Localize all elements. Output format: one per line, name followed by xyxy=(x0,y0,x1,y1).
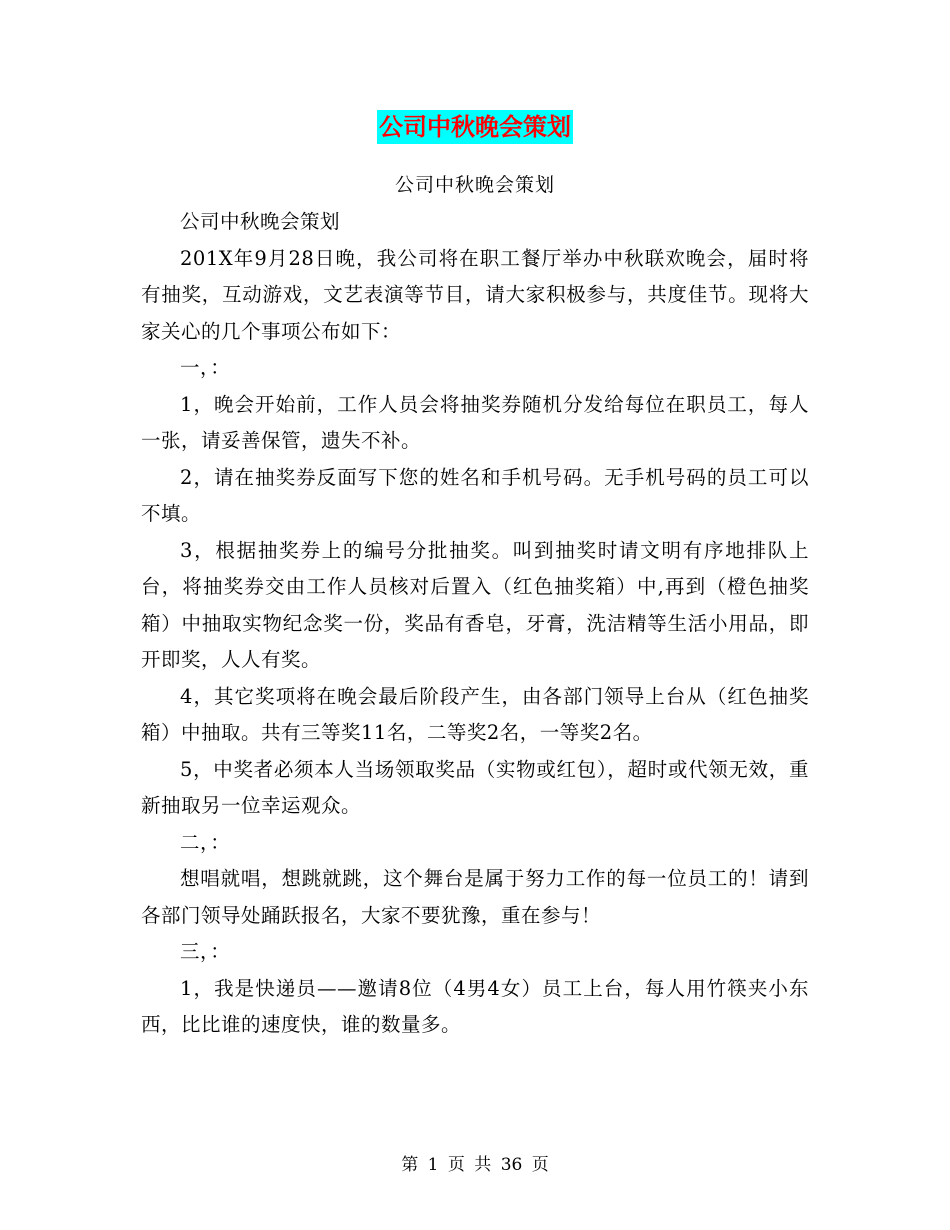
paragraph: 201X年9月28日晚，我公司将在职工餐厅举办中秋联欢晚会，届时将有抽奖，互动游戏，文艺表演等节目，请大家积极参与，共度佳节。现将大家关心的几个事项公布如下： xyxy=(141,246,809,343)
paragraph: 1，我是快递员——邀请8位（4男4女）员工上台，每人用竹筷夹小东西，比比谁的速度快，谁的数量多。 xyxy=(141,976,809,1036)
page-number-footer: 第 1 页 共 36 页 xyxy=(401,1155,549,1175)
document-title-container xyxy=(0,110,950,144)
paragraph: 公司中秋晚会策划 xyxy=(180,210,341,233)
section-heading: 一，： xyxy=(180,356,231,379)
document-title: 公司中秋晚会策划 xyxy=(377,110,573,144)
paragraph: 2，请在抽奖券反面写下您的姓名和手机号码。无手机号码的员工可以不填。 xyxy=(141,465,809,525)
paragraph: 3，根据抽奖券上的编号分批抽奖。叫到抽奖时请文明有序地排队上台，将抽奖券交由工作人员核对后置入（红色抽奖箱）中,再到（橙色抽奖箱）中抽取实物纪念奖一份，奖品有香皂，牙膏，洗洁精等生活小用品，即开即奖，人人有奖。 xyxy=(141,538,809,671)
paragraph: 5，中奖者必须本人当场领取奖品（实物或红包），超时或代领无效，重新抽取另一位幸运观众。 xyxy=(141,757,809,817)
section-heading: 三，： xyxy=(180,940,231,963)
paragraph: 1，晚会开始前，工作人员会将抽奖券随机分发给每位在职员工，每人一张，请妥善保管，遗失不补。 xyxy=(141,392,809,452)
paragraph: 想唱就唱，想跳就跳，这个舞台是属于努力工作的每一位员工的！请到各部门领导处踊跃报名，大家不要犹豫，重在参与！ xyxy=(141,867,809,927)
section-heading: 二，： xyxy=(180,830,231,854)
paragraph: 4，其它奖项将在晚会最后阶段产生，由各部门领导上台从（红色抽奖箱）中抽取。共有三等奖11名，二等奖2名，一等奖2名。 xyxy=(141,684,809,744)
document-subtitle: 公司中秋晚会策划 xyxy=(394,174,555,196)
document-body xyxy=(141,204,809,1044)
